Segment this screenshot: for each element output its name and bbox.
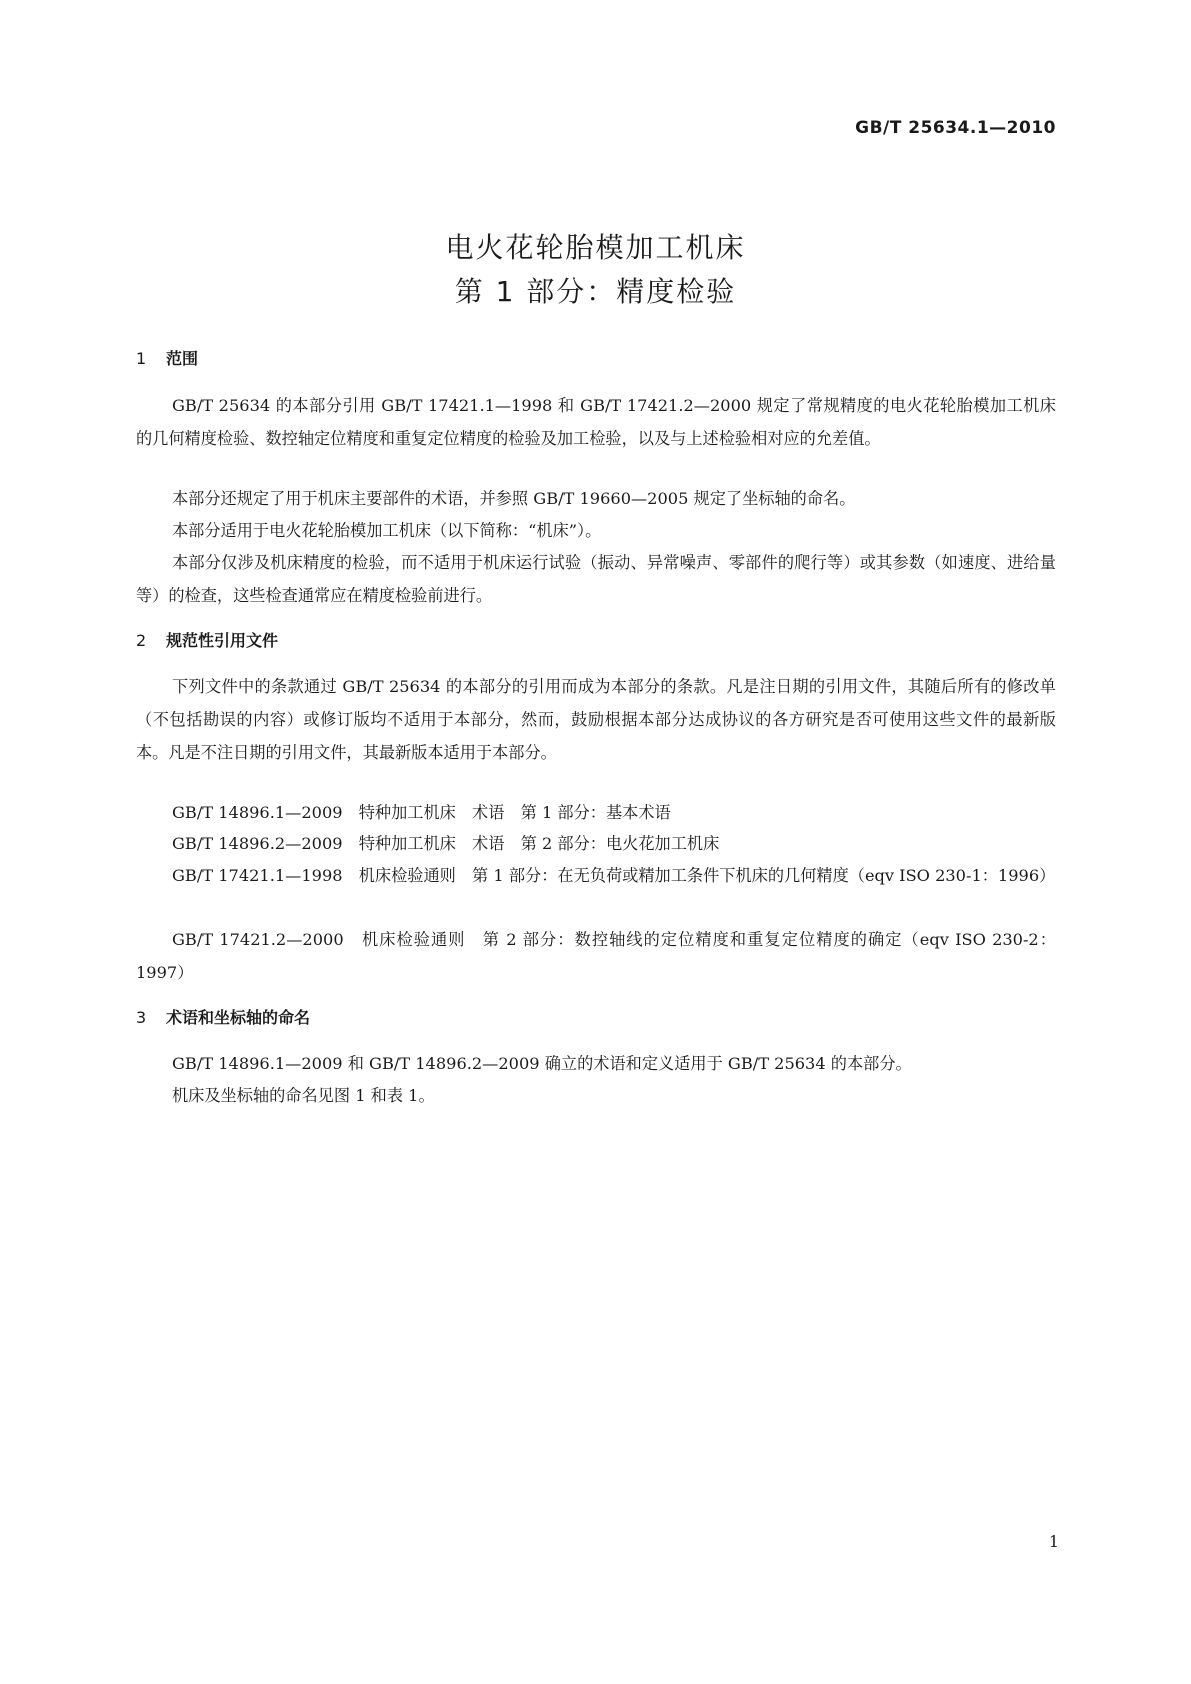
section-heading-terms-and-axes	[136, 1005, 310, 1028]
standard-code: GB/T 25634.1—2010	[855, 118, 1056, 138]
paragraph: 机床及坐标轴的命名见图 1 和表 1。	[172, 1086, 435, 1105]
reference-item: GB/T 14896.2—2009 特种加工机床 术语 第 2 部分：电火花加工机床	[172, 834, 720, 853]
document-title: 电火花轮胎模加工机床	[445, 231, 746, 264]
paragraph: 下列文件中的条款通过 GB/T 25634 的本部分的引用而成为本部分的条款。凡是注日期的引用文件，其随后所有的修改单（不包括勘误的内容）或修订版均不适用于本部分，然而，鼓励根据本部分达成协议的各方研究是否可使用这些文件的最新版本。凡是不注日期的引用文件，其最新版本适用于本部分。	[136, 677, 1056, 762]
section-number: 3	[136, 1008, 147, 1027]
section-title: 术语和坐标轴的命名	[166, 1008, 311, 1027]
reference-item: GB/T 17421.1—1998 机床检验通则 第 1 部分：在无负荷或精加工条件下机床的几何精度（eqv ISO 230-1：1996）	[172, 866, 1056, 885]
section-number: 1	[136, 349, 147, 368]
document-subtitle: 第 1 部分：精度检验	[454, 275, 737, 308]
reference-item: GB/T 14896.1—2009 特种加工机床 术语 第 1 部分：基本术语	[172, 803, 671, 822]
reference-item: GB/T 17421.2—2000 机床检验通则 第 2 部分：数控轴线的定位精度和重复定位精度的确定（eqv ISO 230-2：1997）	[136, 930, 1056, 982]
section-title: 规范性引用文件	[166, 631, 279, 650]
section-heading-scope	[136, 346, 198, 369]
page-number: 1	[1048, 1532, 1059, 1551]
section-number: 2	[136, 631, 147, 650]
section-heading-normative-references	[136, 628, 278, 651]
paragraph: GB/T 25634 的本部分引用 GB/T 17421.1—1998 和 GB/T 17421.2—2000 规定了常规精度的电火花轮胎模加工机床的几何精度检验、数控轴定位精度和重复定位精度的检验及加工检验，以及与上述检验相对应的允差值。	[136, 396, 1056, 448]
paragraph: 本部分仅涉及机床精度的检验，而不适用于机床运行试验（振动、异常噪声、零部件的爬行等）或其参数（如速度、进给量等）的检查，这些检查通常应在精度检验前进行。	[136, 553, 1056, 605]
paragraph: GB/T 14896.1—2009 和 GB/T 14896.2—2009 确立的术语和定义适用于 GB/T 25634 的本部分。	[172, 1054, 912, 1073]
paragraph: 本部分还规定了用于机床主要部件的术语，并参照 GB/T 19660—2005 规定了坐标轴的命名。	[172, 489, 856, 508]
paragraph: 本部分适用于电火花轮胎模加工机床（以下简称：“机床”）。	[172, 521, 602, 540]
section-title: 范围	[166, 349, 199, 368]
